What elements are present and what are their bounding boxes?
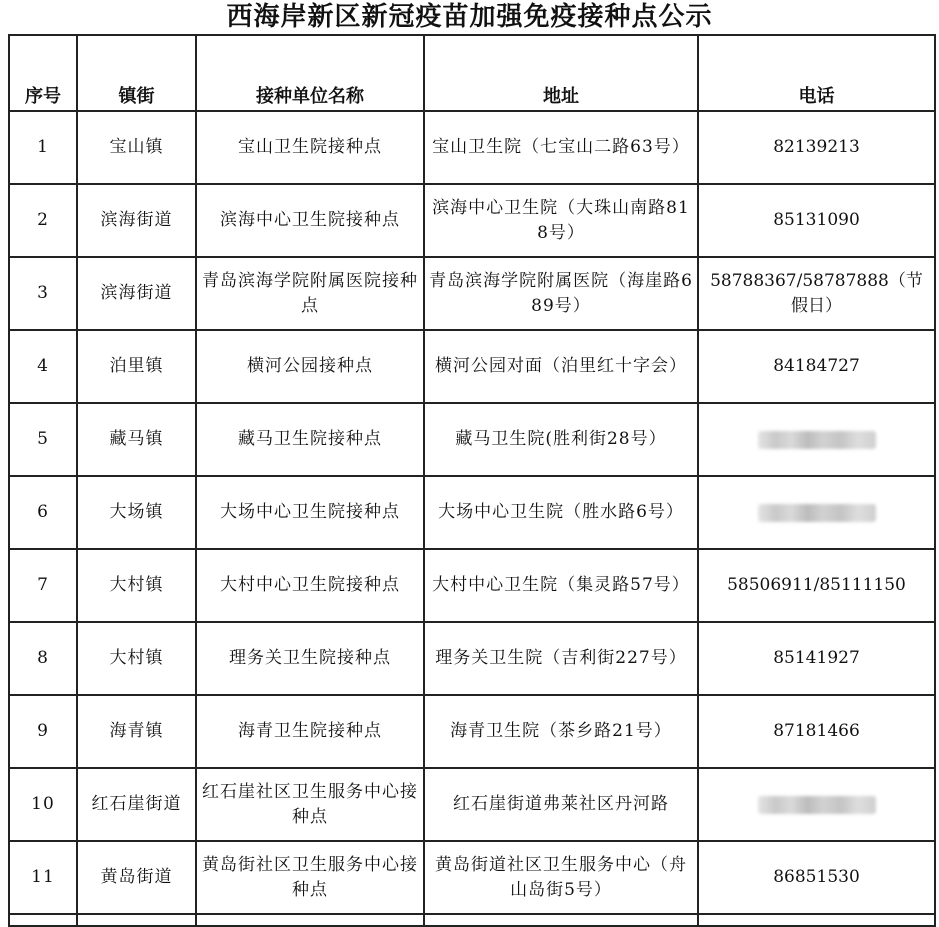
redacted-phone: [758, 796, 876, 814]
column-header-unit: 接种单位名称: [196, 35, 424, 111]
row-address: 红石崖街道弗莱社区丹河路: [424, 768, 698, 841]
cell: [196, 914, 424, 926]
row-phone: 84184727: [698, 330, 935, 403]
cell: [698, 914, 935, 926]
row-phone: 85141927: [698, 622, 935, 695]
table-row: [9, 622, 935, 695]
page-title: 西海岸新区新冠疫苗加强免疫接种点公示: [226, 2, 713, 32]
row-town: 滨海街道: [77, 184, 196, 257]
table-row: [9, 768, 935, 841]
row-no: 6: [9, 476, 77, 549]
row-no: 4: [9, 330, 77, 403]
row-no: 11: [9, 841, 77, 914]
row-phone: 87181466: [698, 695, 935, 768]
row-address: 藏马卫生院(胜利街28号）: [424, 403, 698, 476]
table-header-row: [9, 35, 935, 111]
column-header-town: 镇街: [77, 35, 196, 111]
row-town: 大村镇: [77, 549, 196, 622]
row-no: 8: [9, 622, 77, 695]
row-town: 泊里镇: [77, 330, 196, 403]
row-address: 大村中心卫生院（集灵路57号）: [424, 549, 698, 622]
row-phone: [698, 403, 935, 476]
row-unit: 青岛滨海学院附属医院接种点: [196, 257, 424, 330]
cell: [424, 914, 698, 926]
table-row: [9, 184, 935, 257]
row-no: 2: [9, 184, 77, 257]
row-unit: 大村中心卫生院接种点: [196, 549, 424, 622]
row-phone: 58788367/58787888（节假日）: [698, 257, 935, 330]
cell: [9, 914, 77, 926]
row-unit: 宝山卫生院接种点: [196, 111, 424, 184]
row-unit: 红石崖社区卫生服务中心接种点: [196, 768, 424, 841]
row-no: 1: [9, 111, 77, 184]
table-row: [9, 695, 935, 768]
row-town: 藏马镇: [77, 403, 196, 476]
row-unit: 理务关卫生院接种点: [196, 622, 424, 695]
redacted-phone: [758, 431, 876, 449]
row-unit: 黄岛街社区卫生服务中心接种点: [196, 841, 424, 914]
row-unit: 海青卫生院接种点: [196, 695, 424, 768]
row-unit: 横河公园接种点: [196, 330, 424, 403]
row-unit: 大场中心卫生院接种点: [196, 476, 424, 549]
table-row: [9, 549, 935, 622]
row-town: 黄岛街道: [77, 841, 196, 914]
row-address: 黄岛街道社区卫生服务中心（舟山岛街5号）: [424, 841, 698, 914]
row-unit: 滨海中心卫生院接种点: [196, 184, 424, 257]
row-address: 滨海中心卫生院（大珠山南路818号）: [424, 184, 698, 257]
column-header-phone: 电话: [698, 35, 935, 111]
row-no: 3: [9, 257, 77, 330]
table-row: [9, 841, 935, 914]
row-no: 9: [9, 695, 77, 768]
row-address: 大场中心卫生院（胜水路6号）: [424, 476, 698, 549]
table-row: [9, 257, 935, 330]
row-town: 海青镇: [77, 695, 196, 768]
table-row: [9, 476, 935, 549]
vaccination-sites-table: [8, 34, 936, 927]
row-no: 5: [9, 403, 77, 476]
row-phone: 82139213: [698, 111, 935, 184]
table-row: [9, 111, 935, 184]
row-address: 理务关卫生院（吉利街227号）: [424, 622, 698, 695]
column-header-no: 序号: [9, 35, 77, 111]
row-phone: [698, 476, 935, 549]
row-unit: 藏马卫生院接种点: [196, 403, 424, 476]
row-town: 红石崖街道: [77, 768, 196, 841]
row-phone: [698, 768, 935, 841]
table-row-partial: [9, 914, 935, 926]
row-address: 海青卫生院（茶乡路21号）: [424, 695, 698, 768]
row-phone: 86851530: [698, 841, 935, 914]
row-address: 青岛滨海学院附属医院（海崖路689号）: [424, 257, 698, 330]
row-town: 大村镇: [77, 622, 196, 695]
row-address: 横河公园对面（泊里红十字会）: [424, 330, 698, 403]
row-phone: 58506911/85111150: [698, 549, 935, 622]
column-header-address: 地址: [424, 35, 698, 111]
row-no: 10: [9, 768, 77, 841]
row-no: 7: [9, 549, 77, 622]
cell: [77, 914, 196, 926]
table-row: [9, 330, 935, 403]
row-town: 大场镇: [77, 476, 196, 549]
row-phone: 85131090: [698, 184, 935, 257]
redacted-phone: [758, 504, 876, 522]
table-row: [9, 403, 935, 476]
row-town: 滨海街道: [77, 257, 196, 330]
row-address: 宝山卫生院（七宝山二路63号）: [424, 111, 698, 184]
row-town: 宝山镇: [77, 111, 196, 184]
